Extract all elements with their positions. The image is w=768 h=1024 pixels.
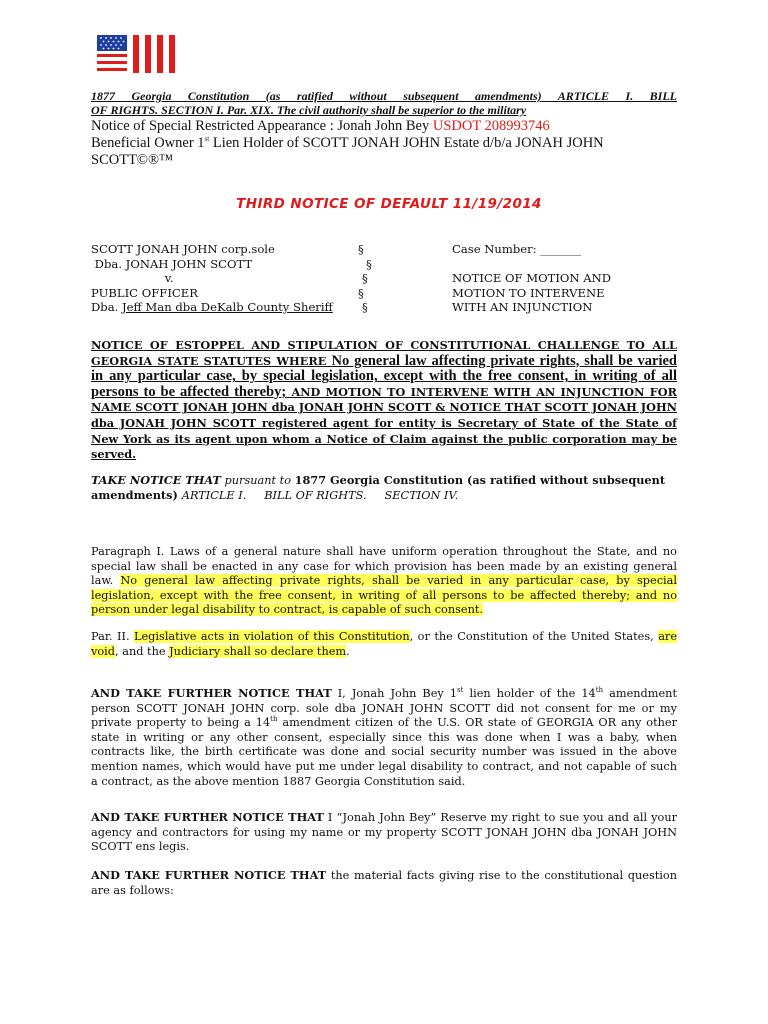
take-notice-source: 1877 Georgia Constitution (as ratified without subsequent amendments): [91, 473, 666, 502]
usdot-number: USDOT 208993746: [432, 118, 550, 134]
case-number: Case Number: _______: [452, 242, 581, 256]
paragraph-two-end: .: [346, 644, 350, 658]
estoppel-notice: [91, 338, 677, 463]
further-notice-text-b: lien holder of the 14: [463, 687, 596, 700]
further-notice-sup: st: [457, 686, 464, 695]
take-notice-lead: TAKE NOTICE THAT: [91, 473, 221, 487]
caption-case-info: [452, 242, 672, 315]
caption-party-line: Dba. JONAH JOHN SCOTT: [91, 256, 253, 271]
caption-dba-line: [91, 300, 351, 315]
paragraph-one: [91, 545, 677, 618]
constitution-header: [91, 89, 677, 117]
further-notice-text-c: amendment person SCOTT JONAH JOHN corp. sole dba JONAH JOHN SCOTT did not consent for me or my private property to being a 14: [91, 687, 677, 730]
section-symbol: §: [362, 271, 368, 285]
paragraph-two-mid-2: , and the: [115, 644, 170, 658]
owner-text-b: Lien Holder of SCOTT JONAH JOHN Estate d/b/a JONAH JOHN SCOTT©®™: [91, 135, 604, 168]
motion-title-line: WITH AN INJUNCTION: [452, 300, 593, 314]
section-symbol: §: [358, 285, 364, 300]
caption-versus: v.: [91, 271, 174, 285]
take-notice-pursuant: pursuant to: [220, 474, 295, 487]
further-notice-text-a: I, Jonah John Bey 1: [331, 687, 458, 700]
paragraph-two: [91, 630, 677, 659]
further-notice-sup: th: [270, 715, 278, 724]
paragraph-one-plain: Paragraph I. Laws of a general nature shall have uniform operation throughout the State, and no special law shall be enacted in any case for which provision has been made by an existing general law.: [91, 545, 677, 588]
estoppel-part-2: No general law affecting private rights, shall be varied in any particular case, by special legislation, except with the free consent, in writing of all persons to be affected thereby;: [91, 352, 677, 400]
paragraph-two-prefix: Par. II.: [91, 630, 134, 643]
caption-dba-prefix: Dba.: [91, 300, 122, 314]
section-symbol: §: [358, 242, 364, 256]
further-notice-lead: AND TAKE FURTHER NOTICE THAT: [91, 810, 324, 824]
flag-logo-icon: [97, 35, 183, 73]
paragraph-two-mid: , or the Constitution of the United States,: [409, 630, 659, 643]
further-notice-text-d: amendment citizen of the U.S. OR state of GEORGIA OR any other state in writing or any other consent, especially since this was done when I was a baby, when contracts like, the birth certificate was done and social security number was issued in the above mention names, which would have put me under legal disability to contract, and not capable of such a contract, as the above mention 1887 Georgia Constitution said.: [91, 716, 677, 788]
owner-sup: st: [204, 135, 210, 144]
further-notice-reserve-text: I “Jonah John Bey” Reserve my right to sue you and all your agency and contractors for using my name or my property SCOTT JONAH JOHN dba JONAH JOHN SCOTT ens legis.: [91, 811, 677, 854]
motion-title-line: MOTION TO INTERVENE: [452, 285, 605, 300]
paragraph-two-highlight-2: are void: [91, 630, 678, 658]
special-appearance-notice: [91, 118, 691, 135]
caption-section-symbols: [358, 242, 378, 315]
further-notice-lead: AND TAKE FURTHER NOTICE THAT: [91, 686, 332, 700]
caption-spacer: [452, 257, 672, 272]
caption-party-line: SCOTT JONAH JOHN corp.sole: [91, 242, 275, 256]
further-notice-consent: [91, 686, 677, 789]
further-notice-reserve: [91, 810, 677, 855]
take-notice: [91, 473, 677, 503]
motion-title-line: NOTICE OF MOTION AND: [452, 271, 612, 285]
section-symbol: §: [362, 300, 368, 314]
caption-party-line: PUBLIC OFFICER: [91, 285, 198, 300]
further-notice-facts: [91, 868, 677, 898]
further-notice-facts-text: the material facts giving rise to the constitutional question are as follows:: [91, 869, 677, 897]
take-notice-article: ARTICLE I. BILL OF RIGHTS. SECTION IV.: [181, 489, 459, 502]
beneficial-owner-line: [91, 135, 681, 169]
further-notice-sup: th: [595, 686, 604, 695]
caption-dba-name: Jeff Man dba DeKalb County Sheriff: [122, 300, 333, 314]
paragraph-two-highlight-1: Legislative acts in violation of this Constitution: [133, 630, 410, 643]
paragraph-one-highlight: No general law affecting private rights, shall be varied in any particular case, by special legislation, except with the free consent, in writing of all persons to be affected thereby; and no person under legal disability to contract, is capable of such consent.: [91, 574, 677, 617]
constitution-header-line-1: 1877 Georgia Constitution (as ratified without subsequent amendments) ARTICLE I. BILL: [91, 89, 677, 103]
owner-text-a: Beneficial Owner 1: [91, 135, 205, 151]
caption-parties: [91, 242, 351, 315]
estoppel-part-3: AND MOTION TO INTERVENE WITH AN INJUNCTION FOR NAME SCOTT JONAH JOHN dba JONAH JOHN SCOTT & NOTICE THAT SCOTT JONAH JOHN dba JONAH JOHN SCOTT registered agent for entity is Secretary of State of the State of New York as its agent upon whom a Notice of Claim against the public corporation may be served.: [91, 384, 677, 462]
paragraph-two-highlight-3: Judiciary shall so declare them: [169, 644, 347, 658]
further-notice-lead: AND TAKE FURTHER NOTICE THAT: [91, 868, 327, 882]
section-symbol: §: [366, 256, 372, 271]
document-title: THIRD NOTICE OF DEFAULT 11/19/2014: [236, 196, 542, 212]
estoppel-part-1: NOTICE OF ESTOPPEL AND STIPULATION OF CONSTITUTIONAL CHALLENGE TO ALL GEORGIA STATE STATUTES WHERE: [91, 338, 677, 368]
constitution-header-line-2: OF RIGHTS. SECTION I. Par. XIX. The civil authority shall be superior to the military: [91, 103, 527, 117]
notice-prefix: Notice of Special Restricted Appearance : Jonah John Bey: [91, 118, 433, 134]
